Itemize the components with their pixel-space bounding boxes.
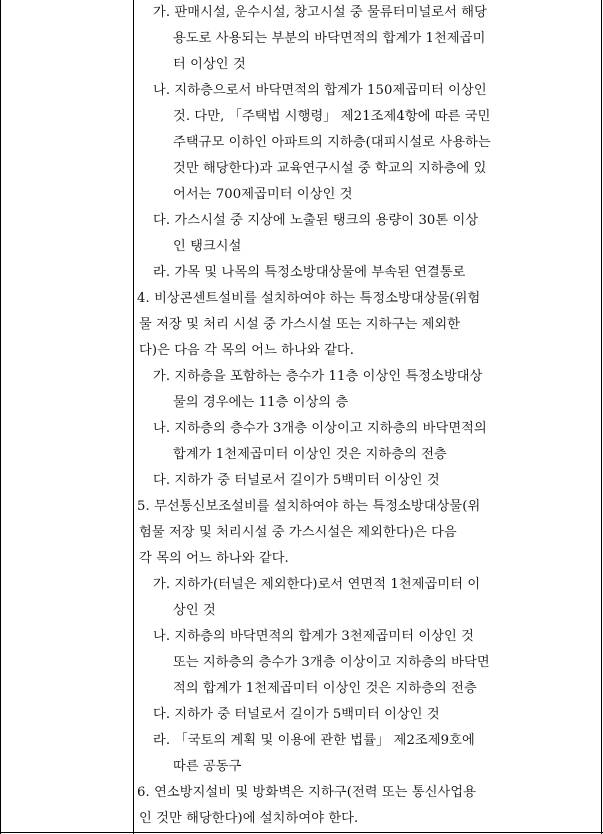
table-column-divider (133, 0, 134, 834)
text-line: 험물 저장 및 처리시설 중 가스시설은 제외한다)은 다음 (139, 525, 457, 540)
text-line: 주택규모 이하인 아파트의 지하층(대피시설로 사용하는 (173, 135, 491, 150)
text-line: 합계가 1천제곱미터 이상인 것은 지하층의 전층 (173, 447, 447, 462)
text-line: 물 저장 및 처리 시설 중 가스시설 또는 지하구는 제외한 (139, 317, 461, 332)
text-line: 인 것만 해당한다)에 설치하여야 한다. (139, 811, 359, 826)
text-line: 것만 해당한다)과 교육연구시설 중 학교의 지하층에 있 (173, 161, 487, 176)
text-line: 가. 지하층을 포함하는 층수가 11층 이상인 특정소방대상 (153, 369, 483, 384)
text-line: 4. 비상콘센트설비를 설치하여야 하는 특정소방대상물(위험 (137, 291, 481, 306)
text-line: 물의 경우에는 11층 이상의 층 (173, 395, 349, 410)
text-line: 나. 지하층의 층수가 3개층 이상이고 지하층의 바닥면적의 (153, 421, 487, 436)
text-line: 터 이상인 것 (173, 57, 246, 72)
text-line: 상인 것 (173, 603, 216, 618)
text-line: 다. 가스시설 중 지상에 노출된 탱크의 용량이 30톤 이상 (153, 213, 479, 228)
text-line: 또는 지하층의 층수가 3개층 이상이고 지하층의 바닥면 (173, 655, 490, 670)
text-line: 5. 무선통신보조설비를 설치하여야 하는 특정소방대상물(위 (137, 499, 481, 514)
text-line: 6. 연소방지설비 및 방화벽은 지하구(전력 또는 통신사업용 (137, 785, 477, 800)
text-line: 어서는 700제곱미터 이상인 것 (173, 187, 353, 202)
text-line: 인 탱크시설 (173, 239, 242, 254)
text-line: 다)은 다음 각 목의 어느 하나와 같다. (139, 343, 355, 358)
text-line: 가. 판매시설, 운수시설, 창고시설 중 물류터미널로서 해당 (153, 5, 487, 20)
text-line: 적의 합계가 1천제곱미터 이상인 것은 지하층의 전층 (173, 681, 477, 696)
text-line: 나. 지하층의 바닥면적의 합계가 3천제곱미터 이상인 것 (153, 629, 474, 644)
text-line: 다. 지하가 중 터널로서 길이가 5백미터 이상인 것 (153, 707, 440, 722)
text-line: 라. 가목 및 나목의 특정소방대상물에 부속된 연결통로 (153, 265, 466, 280)
text-line: 것. 다만, 「주택법 시행령」 제21조제4항에 따른 국민 (173, 109, 491, 124)
text-line: 라. 「국토의 계획 및 이용에 관한 법률」 제2조제9호에 (153, 733, 475, 748)
table-left-border (0, 0, 1, 834)
text-line: 따른 공동구 (173, 759, 242, 774)
text-line: 각 목의 어느 하나와 같다. (139, 551, 289, 566)
text-line: 용도로 사용되는 부분의 바닥면적의 합계가 1천제곱미 (173, 31, 486, 46)
table-right-border (601, 0, 602, 834)
text-line: 가. 지하가(터널은 제외한다)로서 연면적 1천제곱미터 이 (153, 577, 481, 592)
text-line: 다. 지하가 중 터널로서 길이가 5백미터 이상인 것 (153, 473, 440, 488)
text-line: 나. 지하층으로서 바닥면적의 합계가 150제곱미터 이상인 (153, 83, 487, 98)
table-bottom-border (0, 832, 603, 833)
